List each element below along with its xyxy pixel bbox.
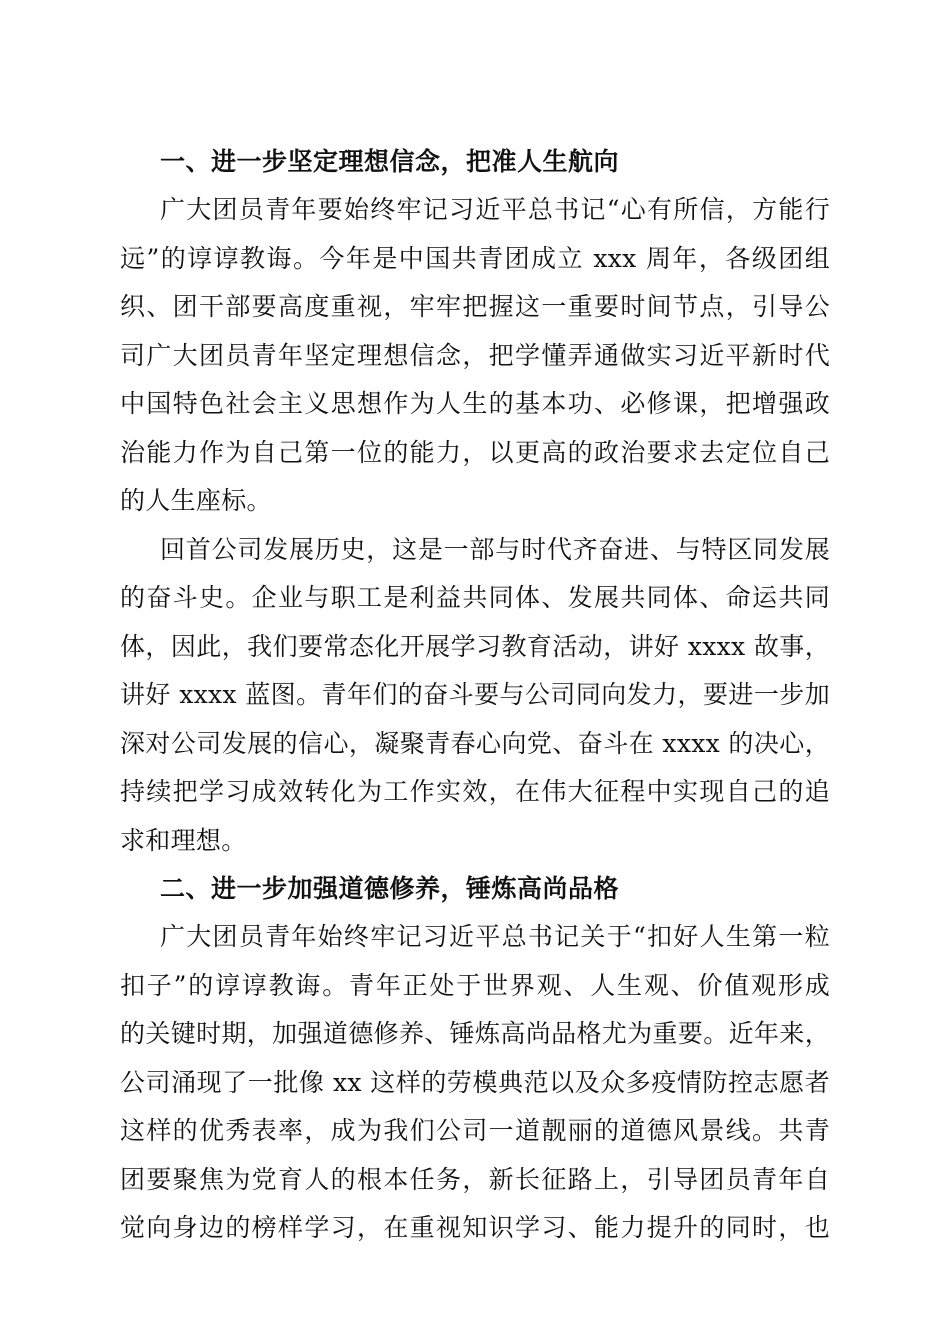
paragraph-line: 觉向身边的榜样学习，在重视知识学习、能力提升的同时，也 [120, 1213, 830, 1242]
paragraph-line: 回首公司发展历史，这是一部与时代齐奋进、与特区同发展 [160, 534, 830, 564]
section-heading-2: 二、进一步加强道德修养，锤炼高尚品格 [160, 874, 620, 903]
paragraph-line: 的人生座标。 [120, 486, 272, 515]
paragraph-line: 持续把学习成效转化为工作实效，在伟大征程中实现自己的追 [120, 777, 830, 806]
paragraph-line: 公司涌现了一批像 xx 这样的劳模典范以及众多疫情防控志愿者 [120, 1067, 830, 1097]
paragraph-line: 远”的谆谆教诲。今年是中国共青团成立 xxx 周年，各级团组 [120, 243, 830, 273]
paragraph-1 [120, 186, 830, 526]
paragraph-line: 织、团干部要高度重视，牢牢把握这一重要时间节点，引导公 [120, 292, 830, 321]
paragraph-3 [120, 913, 830, 1253]
paragraph-line: 广大团员青年要始终牢记习近平总书记“心有所信，方能行 [160, 195, 830, 224]
paragraph-line: 这样的优秀表率，成为我们公司一道靓丽的道德风景线。共青 [120, 1116, 830, 1145]
paragraph-line: 深对公司发展的信心，凝聚青春心向党、奋斗在 xxxx 的决心， [120, 728, 830, 758]
paragraph-line: 团要聚焦为党育人的根本任务，新长征路上，引导团员青年自 [120, 1164, 830, 1194]
paragraph-line: 讲好 xxxx 蓝图。青年们的奋斗要与公司同向发力，要进一步加 [120, 680, 830, 709]
document-body [120, 138, 830, 1253]
paragraph-line: 广大团员青年始终牢记习近平总书记关于“扣好人生第一粒 [160, 922, 830, 951]
paragraph-line: 治能力作为自己第一位的能力，以更高的政治要求去定位自己 [120, 437, 830, 467]
paragraph-line: 的奋斗史。企业与职工是利益共同体、发展共同体、命运共同 [120, 583, 830, 612]
paragraph-line: 的关键时期，加强道德修养、锤炼高尚品格尤为重要。近年来， [120, 1019, 830, 1048]
paragraph-2 [120, 526, 830, 866]
paragraph-line: 中国特色社会主义思想作为人生的基本功、必修课，把增强政 [120, 389, 830, 418]
paragraph-line: 求和理想。 [120, 825, 247, 855]
section-heading-1: 一、进一步坚定理想信念，把准人生航向 [160, 147, 620, 176]
paragraph-line: 司广大团员青年坚定理想信念，把学懂弄通做实习近平新时代 [120, 340, 830, 370]
paragraph-line: 体，因此，我们要常态化开展学习教育活动，讲好 xxxx 故事， [120, 631, 830, 661]
paragraph-line: 扣子”的谆谆教诲。青年正处于世界观、人生观、价值观形成 [120, 970, 830, 1000]
